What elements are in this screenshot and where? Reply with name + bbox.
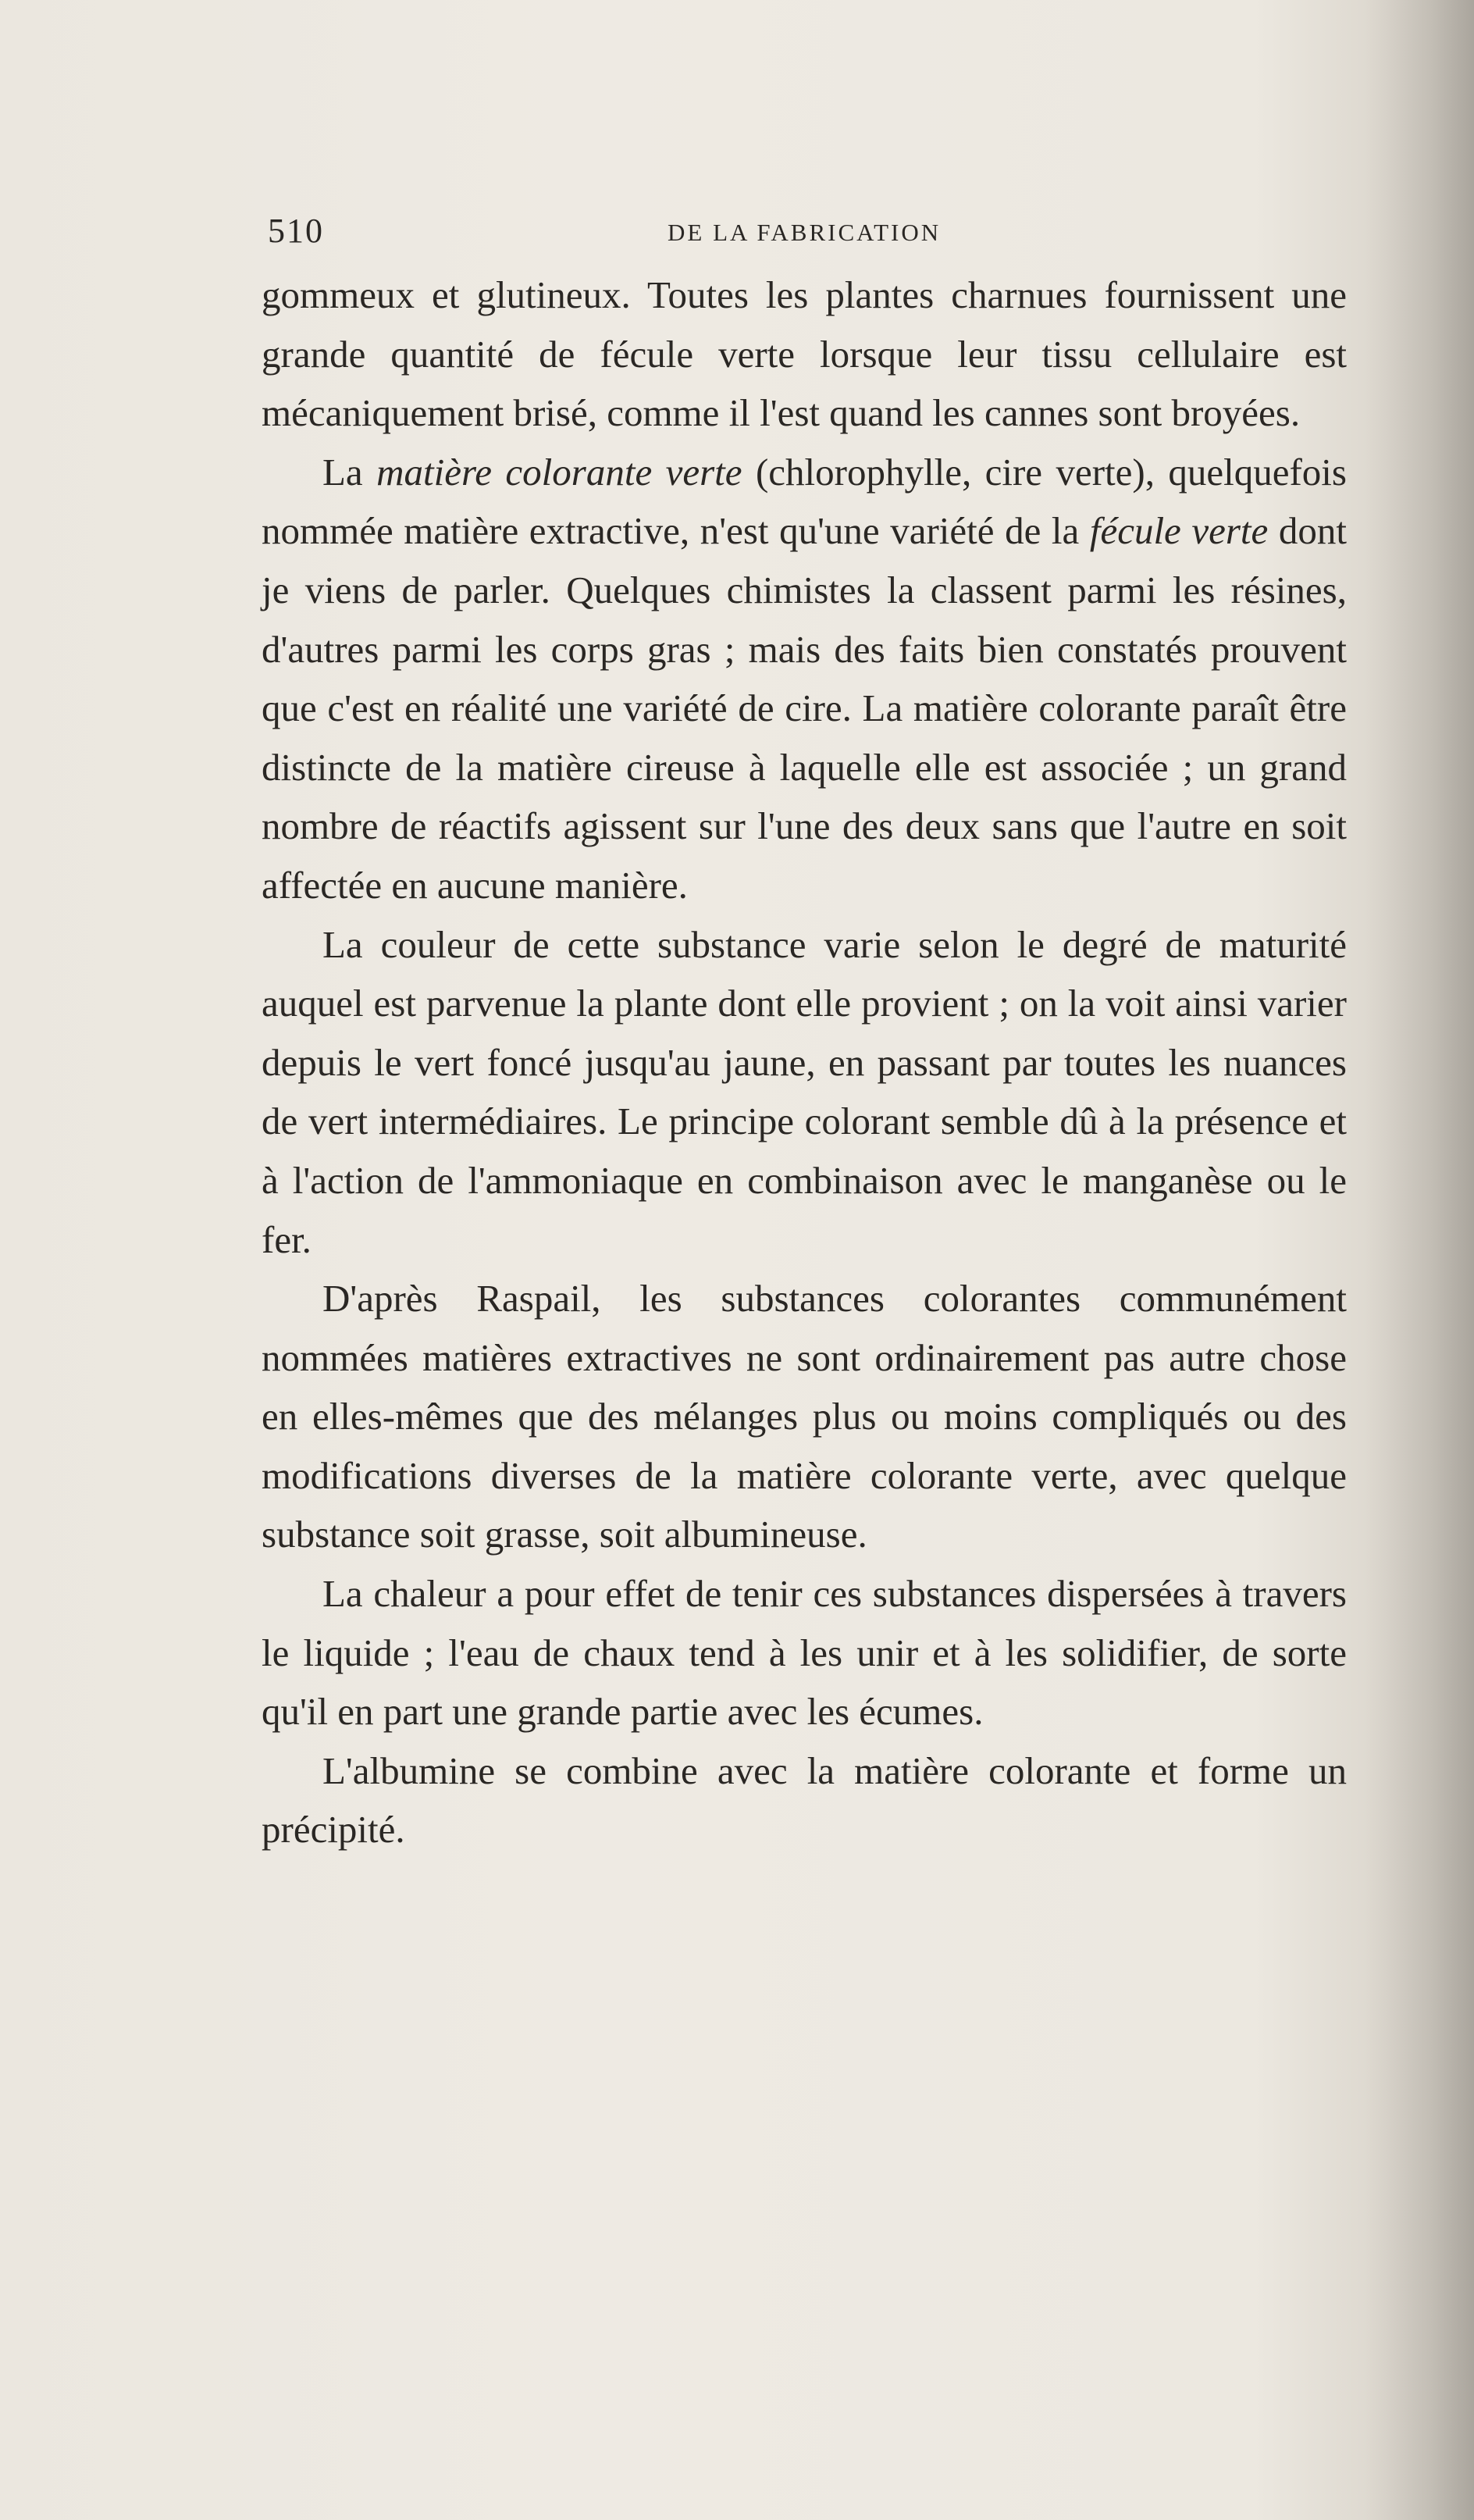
- paragraph-text: D'après Raspail, les substances colorantes communément nommées matières extractives ne sont ordinairement pas autre chose en elles-mêmes que des mélanges plus ou moins compliqués ou des modifications diverses de la matière colorante verte, avec quelque substance soit grasse, soit albumineuse.: [262, 1277, 1347, 1556]
- paragraph-text: dont je viens de parler. Quelques chimistes la classent parmi les résines, d'autres parmi les corps gras ; mais des faits bien constatés prouvent que c'est en réalité une variété de cire. La matière colorante paraît être distincte de la matière cireuse à laquelle elle est associée ; un grand nombre de réactifs agissent sur l'une des deux sans que l'autre en soit affectée en aucune manière.: [262, 509, 1347, 907]
- paragraph: [262, 266, 1347, 443]
- page-header: [262, 209, 1347, 264]
- paragraph-text: La chaleur a pour effet de tenir ces substances dispersées à travers le liquide ; l'eau de chaux tend à les unir et à les solidifier, de sorte qu'il en part une grande partie avec les écumes.: [262, 1572, 1347, 1734]
- paragraph-text: La couleur de cette substance varie selon le degré de maturité auquel est parvenue la plante dont elle provient ; on la voit ainsi varier depuis le vert foncé jusqu'au jaune, en passant par toutes les nuances de vert intermédiaires. Le principe colorant semble dû à la présence et à l'action de l'ammoniaque en combinaison avec le manganèse ou le fer.: [262, 922, 1347, 1261]
- italic-term: fécule verte: [1089, 509, 1269, 553]
- paragraph-text: La: [322, 450, 377, 494]
- paragraph-text: gommeux et glutineux. Toutes les plantes charnues fournissent une grande quantité de fécule verte lorsque leur tissu cellulaire est mécaniquement brisé, comme il l'est quand les cannes sont broyées.: [262, 273, 1347, 435]
- paragraph: [262, 1741, 1347, 1859]
- page-number: 510: [268, 212, 324, 250]
- paragraph: [262, 1269, 1347, 1564]
- body-text: [262, 266, 1347, 1859]
- page-edge-shadow: [1365, 0, 1474, 2520]
- paragraph: [262, 443, 1347, 915]
- paragraph: [262, 915, 1347, 1270]
- running-head: DE LA FABRICATION: [668, 219, 942, 246]
- paragraph-text: L'albumine se combine avec la matière colorante et forme un précipité.: [262, 1748, 1347, 1852]
- italic-term: matière colorante verte: [376, 450, 742, 494]
- paragraph-text: (chlorophylle, cire verte), quelquefois nommée matière extractive, n'est qu'une variété de la: [262, 450, 1347, 553]
- paragraph: [262, 1564, 1347, 1741]
